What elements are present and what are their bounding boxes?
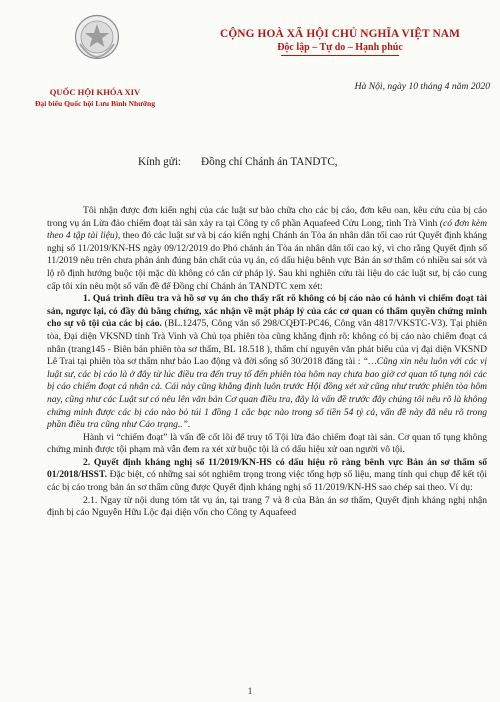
paragraph-point-2	[47, 457, 487, 495]
intro-text-1: Tôi nhận được đơn kiến nghị của các luật sư bào chữa cho các bị cáo, đơn kêu oan, kêu cứu của bị cáo trong vụ án Lừa đảo chiếm đoạt tài sản xảy ra tại Công ty cổ phần Aquafeed Cửu Long, tỉnh Trà Vinh	[47, 205, 487, 229]
issuer-org: QUỐC HỘI KHÓA XIV	[49, 87, 141, 97]
paragraph-conclusion-1: Hành vi “chiếm đoạt” là vấn đề cốt lõi để truy tố Tội lừa đảo chiếm đoạt tài sản. Cơ quan tố tụng không chứng minh được tội phạm mà vẫn đem ra xét xử buộc tội là có dấu hiệu xử oan người vô tội.	[47, 431, 487, 456]
letter-body	[47, 205, 487, 520]
motto-underline	[281, 55, 399, 56]
paragraph-intro	[47, 205, 487, 293]
recipient-line	[138, 156, 338, 168]
issuer-block	[10, 87, 180, 109]
point-2-text: Đặc biệt, có những sai sót nghiêm trọng trong việc tổng hợp số liệu, mang tính qui chụp để kết tội các bị cáo trong bản án sơ thẩm cũng được Quyết định kháng nghị số 11/2019/KN-HS sao chép sai theo. Ví dụ:	[47, 469, 487, 494]
recipient-label: Kính gửi:	[138, 156, 182, 168]
national-emblem-icon	[74, 14, 120, 60]
point-1-text: (BL.12475, Công văn số 298/CQĐT-PC46, Công văn 4817/VKSTC-V3). Tại phiên tòa, Đại diện VKSND tỉnh Trà Vinh và Chủ tọa phiên tòa cũng khẳng định rõ: không có bị cáo nào chiếm đoạt cá nhân (trang145 - Biên bản phiên tòa sơ thẩm, BL 18.518 ), thẩm chí nguyên văn phát biểu của vị đại diện VKSND Lê Trai tại phiên tòa sơ thẩm như bảo Lao động và đời sống số 30/2018 đăng tài :	[47, 318, 487, 368]
nation-motto: Độc lập – Tự do – Hạnh phúc	[277, 42, 403, 53]
intro-text-2: , theo đó các luật sư và bị cáo kiến nghị Chánh án Tòa án nhân dân tối cao rút Quyết định kháng nghị số 11/2019/KN-HS ngày 09/12/2019 do Phó chánh án Tòa án nhân dân tối cao ký, vì cho rằng Quyết định số 11/2019 nêu trên chưa phản ánh đúng bản chất của vụ án, có dấu hiệu bênh vực Bản án sơ thẩm có nhiều sai sót và lộ rõ định hướng buộc tội mặc dù không có căn cứ pháp lý. Sau khi nghiên cứu tài liệu do các luật sư, bị cáo cung cấp tôi xin nêu một số vấn đề để Đồng chí Chánh án TANDTC xem xét:	[47, 230, 488, 292]
page-number: 1	[247, 686, 253, 696]
point-1-quote: “…Cũng xin nêu luôn với các vị luật sư, các bị cáo là ở đây từ lúc điều tra đến truy tố đến phiên tòa hôm nay chưa bao giờ cơ quan tố tụng nói các bị cáo chiếm đoạt cá nhân cả. Cái này cũng khẳng định luôn trước Hội đồng xét xử cũng như trước phiên tòa hôm nay, cũng như các Luật sư có nêu lên văn bản Cơ quan điều tra, đây là vấn đề trước đây chúng tôi nêu rõ là không chứng minh được các bị cáo nào bỏ túi 1 đồng 1 cắc bạc nào trong số tiền 54 tỷ cả, vấn đề này đã nêu rõ trong phần điều tra cũng như Cáo trạng..”.	[47, 356, 487, 431]
issuer-delegate: Đại biểu Quốc hội Lưu Bình Nhưỡng	[34, 99, 156, 108]
national-heading	[195, 27, 485, 56]
place-date: Hà Nội, ngày 10 tháng 4 năm 2020	[354, 81, 490, 92]
paragraph-point-1	[47, 293, 487, 432]
attachment-note: (có đơn kèm theo 4 tập tài liệu)	[47, 217, 488, 242]
recipient-name: Đồng chí Chánh án TANDTC,	[201, 156, 338, 168]
point-1-heading: 1. Quá trình điều tra và hồ sơ vụ án cho thấy rất rõ không có bị cáo nào có hành vi chiếm đoạt tài sản, ngược lại, có đầy đủ bằng chứng, xác nhận về mặt pháp lý của các cơ quan có thẩm quyền chứng minh cho sự vô tội của các bị cáo.	[47, 293, 487, 330]
point-2-heading: 2. Quyết định kháng nghị số 11/2019/KN-HS có dấu hiệu rõ ràng bênh vực Bản án sơ thẩm số 01/2018/HSST.	[47, 456, 487, 481]
nation-title: CỘNG HOÀ XÃ HỘI CHỦ NGHĨA VIỆT NAM	[220, 28, 460, 40]
paragraph-point-2-1: 2.1. Ngay từ nội dung tóm tắt vụ án, tại trang 7 và 8 của Bản án sơ thẩm, Quyết định kháng nghị nhận định bị cáo Nguyễn Hữu Lộc đại diện vốn cho Công ty Aquafeed	[47, 494, 487, 519]
